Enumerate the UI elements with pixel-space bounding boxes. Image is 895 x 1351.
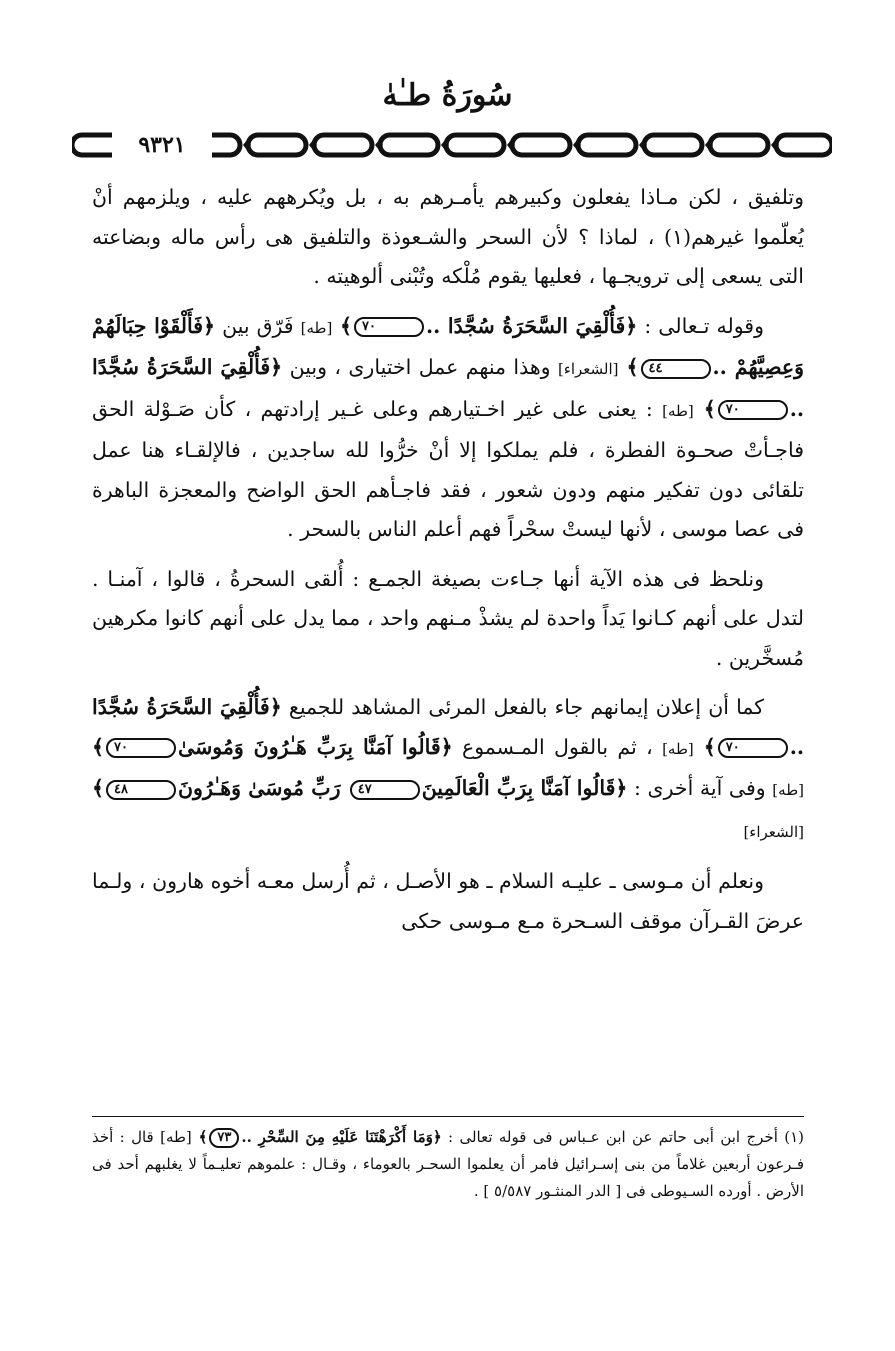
ayah-number-marker: ٧٠ bbox=[354, 317, 424, 337]
paragraph-3: ونلحظ فى هذه الآية أنها جـاءت بصيغة الجمـع : أُلقى السحرةُ ، قالوا ، آمنـا . لتدل على أنهم كـانوا يَداً واحدة لم يشذْ مـنهم واحد ، مما يدل على أنهم كانوا مكرهين مُسخَّرين . bbox=[92, 566, 804, 670]
footnote-1 bbox=[92, 1124, 804, 1205]
quran-verse: ﴾ bbox=[618, 355, 639, 379]
surah-reference: [طه] bbox=[772, 781, 804, 799]
surah-reference: [الشعراء] bbox=[743, 822, 804, 841]
quran-verse: ﴿قَالُوا آمَنَّا بِرَبِّ هَـٰرُونَ وَمُوسَىٰ bbox=[177, 734, 453, 759]
ayah-number-marker: ٤٤ bbox=[641, 359, 711, 379]
surah-reference: [الشعراء] bbox=[557, 360, 619, 378]
quran-verse: ﴿فَأُلْقِيَ السَّحَرَةُ سُجَّدًا .. bbox=[425, 313, 638, 338]
paragraph-1: وتلفيق ، لكن مـاذا يفعلون وكبيرهم يأمـرهم به ، بل ويُكرههم عليه ، ويلزمهم أنْ يُعلّموا غيرهم(١) ، لماذا ؟ لأن السحر والشـعوذة والتلفيق هى رأس ماله وبضاعته التى يسعى إلى ترويجـها ، فعليها يقوم مُلْكه وتُبْنى ألوهيته . bbox=[92, 185, 804, 288]
decorative-header-band bbox=[72, 128, 832, 162]
quran-verse: ﴾ bbox=[332, 313, 352, 338]
surah-reference: [طه] bbox=[662, 401, 694, 420]
surah-title: سُورَةُ طـٰهٰ bbox=[382, 78, 513, 113]
quran-verse: ﴾ bbox=[92, 734, 105, 759]
text-run: كما أن إعلان إيمانهم جاء بالفعل المرئى المشاهد للجميع bbox=[281, 695, 764, 719]
quran-verse: ﴿وَمَا أَكْرَهْتَنَا عَلَيْهِ مِنَ السِّحْرِ .. bbox=[241, 1128, 442, 1146]
quran-verse: ﴿فَأُلْقِيَ السَّحَرَةُ سُجَّدًا .. bbox=[92, 355, 804, 421]
ayah-number-marker: ٧٣ bbox=[209, 1128, 239, 1148]
text-run: وهذا منهم عمل اختيارى ، وبين bbox=[282, 355, 558, 379]
quran-verse: ﴾ bbox=[693, 396, 716, 421]
quran-verse: رَبِّ مُوسَىٰ وَهَـٰرُونَ bbox=[177, 776, 348, 800]
text-run: ، ثم بالقول المـسموع bbox=[452, 734, 663, 759]
quran-verse: ﴿فَأَلْقَوْا حِبَالَهُمْ وَعِصِيَّهُمْ .. bbox=[92, 313, 804, 379]
ayah-number-marker: ٤٨ bbox=[106, 780, 176, 800]
ayah-number-marker: ٤٧ bbox=[350, 780, 420, 800]
quran-verse: ﴾ bbox=[92, 776, 105, 800]
surah-reference: [طه] bbox=[662, 739, 694, 758]
text-run: فَرّق بين bbox=[215, 313, 301, 338]
text-run: : يعنى على غير اخـتيارهم وعلى غـير إرادتهم ، كأن صَـوْلة الحق فاجـأتْ صحـوة الفطرة ، فلم يملكوا إلا أنْ خرُّوا لله ساجدين ، فالإلقـاء هنا عمل تلقائى دون تفكير منهم ودون شعور ، فقد فاجـأهم الحق الواضح والمعجزة الباهرة فى عصا موسى ، لأنها ليستْ سحْراً فهم أعلم الناس بالسحر . bbox=[92, 396, 804, 541]
paragraph-5: ونعلم أن مـوسى ـ عليـه السلام ـ هو الأصـل ، ثم أُرسل معـه أخوه هارون ، ولـما عرضَ القـرآن موقف السـحرة مـع مـوسى حكى bbox=[92, 869, 804, 933]
page-number: ٩٣٢١ bbox=[112, 128, 212, 162]
body-text bbox=[92, 178, 804, 951]
quran-verse: ﴿قَالُوا آمَنَّا بِرَبِّ الْعَالَمِينَ bbox=[421, 776, 628, 800]
quran-verse: ﴿فَأُلْقِيَ السَّحَرَةُ سُجَّدًا .. bbox=[92, 695, 804, 759]
footnotes bbox=[92, 1124, 804, 1205]
footnote-divider bbox=[92, 1116, 804, 1117]
text-run: [طه] قال : أخذ فـرعون أربعين غلاماً من بنى إسـرائيل فامر أن يعلموا السحـر بالعوماء ، وقـال : علموهم تعليـماً لا يغلبهم أحد فى الأرض . أورده السـيوطى فى [ الدر المنثـور ٥/٥٨٧ ] . bbox=[92, 1128, 804, 1200]
text-run: (١) أخرج ابن أبى حاتم عن ابن عـباس فى قوله تعالى : bbox=[441, 1128, 804, 1146]
surah-reference: [طه] bbox=[300, 318, 333, 337]
text-run: وفى آية أخرى : bbox=[627, 776, 773, 800]
ayah-number-marker: ٧٠ bbox=[718, 738, 788, 758]
quran-verse: ﴾ bbox=[191, 1128, 208, 1146]
quran-verse: ﴾ bbox=[693, 734, 716, 759]
paragraph-2 bbox=[92, 307, 804, 550]
ayah-number-marker: ٧٠ bbox=[106, 738, 176, 758]
text-run: وقوله تـعالى : bbox=[637, 313, 764, 338]
ayah-number-marker: ٧٠ bbox=[718, 400, 788, 420]
paragraph-4 bbox=[92, 688, 804, 852]
